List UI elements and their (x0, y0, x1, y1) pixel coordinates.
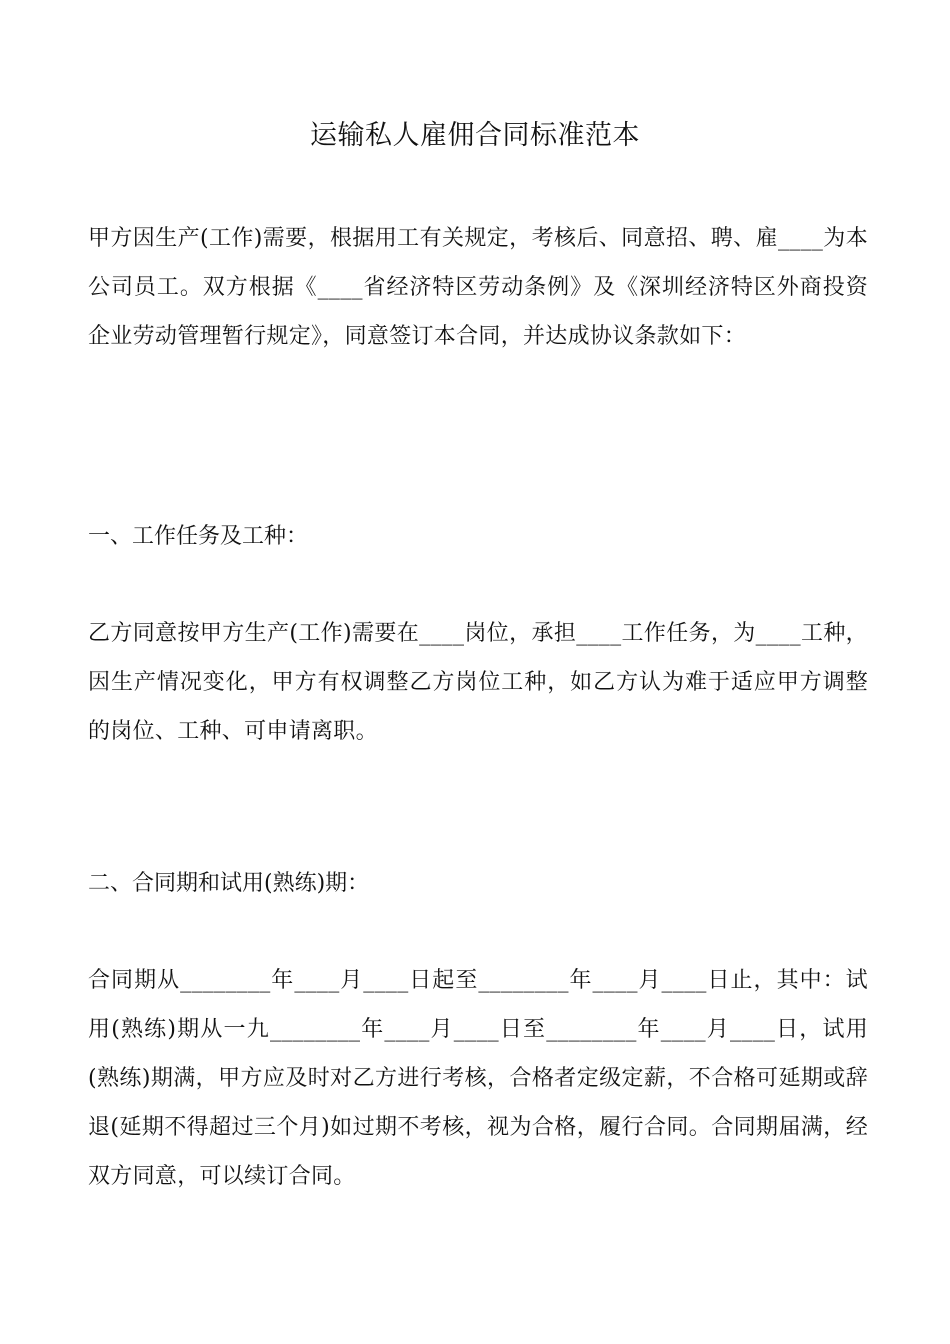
section-2-heading: 二、合同期和试用(熟练)期： (88, 871, 370, 896)
intro-paragraph: 甲方因生产(工作)需要，根据用工有关规定，考核后、同意招、聘、雇____为本公司员工。双方根据《____省经济特区劳动条例》及《深圳经济特区外商投资企业劳动管理暂行规定》，同意签订本合同，并达成协议条款如下： (88, 226, 868, 349)
section-1-paragraph: 乙方同意按甲方生产(工作)需要在____岗位，承担____工作任务，为____工种，因生产情况变化，甲方有权调整乙方岗位工种，如乙方认为难于适应甲方调整的岗位、工种、可申请离职。 (88, 621, 868, 744)
section-2-paragraph: 合同期从________年____月____日起至________年____月____日止，其中：试用(熟练)期从一九________年____月____日至________年____月____日，试用(熟练)期满，甲方应及时对乙方进行考核，合格者定级定薪，不合格可延期或辞退(延期不得超过三个月)如过期不考核，视为合格，履行合同。合同期届满，经双方同意，可以续订合同。 (88, 968, 868, 1189)
document-title: 运输私人雇佣合同标准范本 (310, 120, 640, 151)
section-1-heading: 一、工作任务及工种： (88, 524, 309, 549)
